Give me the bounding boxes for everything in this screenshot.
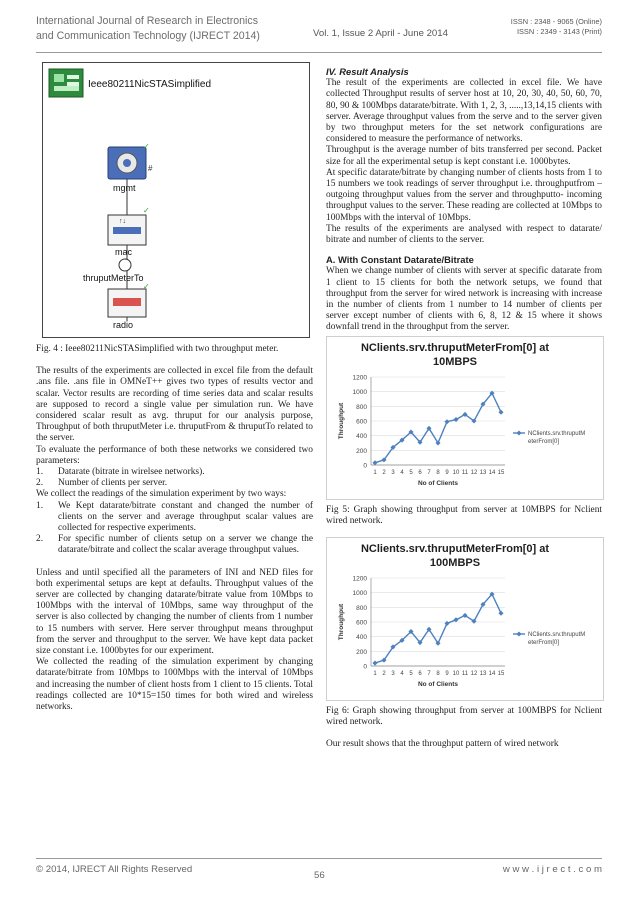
y-tick-label: 800 — [356, 403, 367, 411]
y-tick-label: 200 — [356, 648, 367, 656]
x-tick-label: 12 — [470, 671, 478, 678]
right-column — [326, 66, 602, 751]
x-tick-label: 3 — [391, 469, 395, 476]
x-tick-label: 3 — [391, 671, 395, 678]
x-tick-label: 8 — [436, 671, 440, 678]
x-tick-label: 5 — [409, 671, 413, 678]
x-axis-label: No of Clients — [417, 479, 459, 487]
page-header — [36, 14, 602, 48]
x-tick-label: 11 — [461, 469, 469, 476]
x-tick-label: 13 — [479, 469, 487, 476]
mac-label: mac — [115, 247, 133, 257]
x-tick-label: 11 — [461, 671, 469, 678]
chart-title-line2: 100MBPS — [429, 557, 481, 570]
param-item: 1. Datarate (bitrate in wirelsee networks). — [36, 467, 205, 478]
module-icon-chip — [54, 74, 64, 82]
network-diagram — [43, 63, 309, 337]
y-tick-label: 1000 — [352, 590, 367, 598]
svg-text:#: # — [148, 164, 153, 173]
meter-icon — [119, 259, 131, 271]
legend-label-line2: eterFrom[0] — [528, 438, 560, 445]
right-para-3: At specific datarate/bitrate by changing number of clients hosts from 1 to 15 numbers we took readings of server throughput i.e. throughputfrom – outgoing throughput values from the server and throughputto- incoming throughput values to the server. These reading are collected at 10Mbps to 100Mbps with the interval of 10Mbps. — [326, 167, 602, 223]
fig6-chart — [326, 537, 604, 701]
y-axis-label: Throughput — [338, 603, 345, 641]
y-tick-label: 0 — [363, 462, 367, 470]
journal-title: International Journal of Research in Electronics and Communication Technology (IJRECT 2014) — [36, 15, 260, 42]
x-tick-label: 1 — [373, 469, 377, 476]
x-tick-label: 14 — [488, 671, 496, 678]
website: w w w . i j r e c t . c o m — [502, 864, 602, 875]
y-tick-label: 0 — [363, 663, 367, 671]
radio-label: radio — [113, 320, 134, 330]
svg-text:↑↓: ↑↓ — [119, 218, 126, 225]
fig4-caption: Fig. 4 : Ieee80211NicSTASimplified with two throughput meter. — [36, 344, 279, 354]
data-point — [498, 611, 503, 616]
chart-title-line1: NClients.srv.thruputMeterFrom[0] at — [360, 341, 550, 354]
mgmt-label: mgmt — [113, 183, 136, 193]
fig5-caption: Fig 5: Graph showing throughput from server at 10MBPS for Nclient wired network. — [326, 504, 602, 526]
footer-rule — [36, 858, 602, 859]
x-tick-label: 7 — [427, 469, 431, 476]
y-tick-label: 600 — [356, 418, 367, 426]
fig5-chart — [326, 336, 604, 500]
x-tick-label: 10 — [452, 469, 460, 476]
fig6-caption: Fig 6: Graph showing throughput from server at 100MBPS for Nclient wired network. — [326, 706, 602, 728]
x-tick-label: 13 — [479, 671, 487, 678]
y-tick-label: 400 — [356, 432, 367, 440]
left-para-3: We collect the readings of the simulation experiment by two ways: — [36, 489, 287, 500]
x-tick-label: 14 — [488, 469, 496, 476]
data-point — [372, 460, 377, 465]
x-tick-label: 9 — [445, 671, 449, 678]
y-tick-label: 1000 — [352, 388, 367, 396]
x-tick-label: 12 — [470, 469, 478, 476]
x-tick-label: 5 — [409, 469, 413, 476]
y-tick-label: 600 — [356, 619, 367, 627]
legend-marker — [516, 430, 521, 435]
right-para-5: When we change number of clients with server at specific datarate from 1 client to 15 clients for both the network setups, we found that throughput from the server for wired network is increasing with increase in the number of clients from 1 number to 14 number of clients per server except number of clients with 6, 8, 12 & 15 where it shows downfall trend in the throughput from the server. — [326, 266, 602, 333]
x-tick-label: 1 — [373, 671, 377, 678]
way-item: 1. We Kept datarate/bitrate constant and changed the number of clients on the server and average throughput scalar values are collected for respective experiments. — [36, 500, 313, 534]
x-tick-label: 15 — [497, 469, 505, 476]
fig5-chart-svg — [327, 337, 603, 499]
x-tick-label: 2 — [382, 671, 386, 678]
right-para-2: Throughput is the average number of bits transferred per second. Packet size for all the experimental setup is kept constant i.e. 1000bytes. — [326, 145, 602, 167]
x-tick-label: 10 — [452, 671, 460, 678]
header-rule — [36, 52, 602, 53]
right-para-1: The result of the experiments are collected in excel file. We have collected Throughput results of server host at 10, 20, 30, 40, 50, 60, 70, 80, 90 & 100Mbps datarate/bitrate. With 1, 2, 3, .....,13,14,15 clients with server. Average throughput values from the serve and to the server given by two throughput meters for the set network configurations are considered to measure the performance of networks. — [326, 78, 602, 145]
x-tick-label: 6 — [418, 671, 422, 678]
data-point — [453, 617, 458, 622]
left-column — [36, 62, 313, 713]
chart-title-line1: NClients.srv.thruputMeterFrom[0] at — [360, 543, 550, 556]
section-title: IV. Result Analysis — [326, 66, 409, 77]
y-tick-label: 1200 — [352, 575, 367, 583]
data-point — [444, 621, 449, 626]
x-tick-label: 4 — [400, 671, 404, 678]
data-point — [498, 409, 503, 414]
data-point — [444, 419, 449, 424]
svg-text:✓: ✓ — [143, 282, 150, 291]
x-tick-label: 2 — [382, 469, 386, 476]
x-tick-label: 8 — [436, 469, 440, 476]
copyright: © 2014, IJRECT All Rights Reserved — [36, 864, 193, 875]
y-tick-label: 800 — [356, 604, 367, 612]
param-item: 2. Number of clients per server. — [36, 478, 168, 489]
left-para-4: Unless and until specified all the parameters of INI and NED files for both experimental setups are kept at defaults. Throughput values of the server are collected by changing datarate/bitrate value from 10Mbps to 100Mbps with the interval of 10Mbps, same way throughput of the server is also collected by changing the number of clients from 1 number to 15 numbers with server. Here server throughput means throughput from the server and throughput to the server. We have kept data packet size constant i.e. 1000bytes for our experiment. — [36, 567, 313, 657]
x-tick-label: 4 — [400, 469, 404, 476]
left-para-1: The results of the experiments are collected in excel file from the default .ans file. .ans file in OMNeT++ gives two types of results vector and scalar. Vector results are recording of time series data and scalar results are supposed to record a single value per simulation run. We have considered scalar result as avg. thruput for our analysis purpose, Throughput of both thruputMeter i.e. thruputFrom & thruputTo related to the server. — [36, 366, 313, 444]
x-tick-label: 15 — [497, 671, 505, 678]
left-para-2: To evaluate the performance of both these networks we considered two parameters: — [36, 444, 313, 466]
svg-text:✓: ✓ — [143, 142, 150, 151]
diagram-title: Ieee80211NicSTASimplified — [88, 79, 212, 90]
x-tick-label: 6 — [418, 469, 422, 476]
legend-label-line1: NClients.srv.thruputM — [528, 632, 586, 639]
x-tick-label: 9 — [445, 469, 449, 476]
meters-label: thruputMeterTo — [83, 273, 144, 283]
y-tick-label: 400 — [356, 634, 367, 642]
legend-label-line1: NClients.srv.thruputM — [528, 430, 586, 437]
subsection-title: A. With Constant Datarate/Bitrate — [326, 254, 474, 266]
x-tick-label: 7 — [427, 671, 431, 678]
left-para-5: We collected the reading of the simulation experiment by changing datarate/bitrate from 10Mbps to 100Mbps with the interval of 10Mbps and increasing the number of client hosts from 1 client to 15 clients. Total readings collected are 10*15=150 times for both wired and wireless networks. — [36, 657, 313, 713]
y-tick-label: 1200 — [352, 374, 367, 382]
page-number: 56 — [314, 870, 325, 881]
y-tick-label: 200 — [356, 447, 367, 455]
x-axis-label: No of Clients — [417, 681, 459, 689]
legend-marker — [516, 632, 521, 637]
chart-title-line2: 10MBPS — [432, 355, 478, 368]
issn-info: ISSN : 2348 - 9065 (Online) ISSN : 2349 - 3143 (Print) — [510, 17, 602, 36]
data-point — [372, 661, 377, 666]
volume-info: Vol. 1, Issue 2 April - June 2014 — [313, 28, 448, 39]
way-item: 2. For specific number of clients setup on a server we change the datarate/bitrate and collect the scalar average throughput values. — [36, 534, 313, 556]
svg-text:✓: ✓ — [143, 206, 150, 215]
right-para-6: Our result shows that the throughput pattern of wired network — [326, 739, 559, 750]
y-axis-label: Throughput — [338, 402, 345, 439]
legend-label-line2: eterFrom[0] — [528, 640, 560, 647]
right-para-4: The results of the experiments are analysed with respect to datarate/ bitrate and number of clients to the server. — [326, 223, 602, 246]
fig6-chart-svg — [327, 538, 603, 700]
figure-4-diagram — [42, 62, 310, 338]
